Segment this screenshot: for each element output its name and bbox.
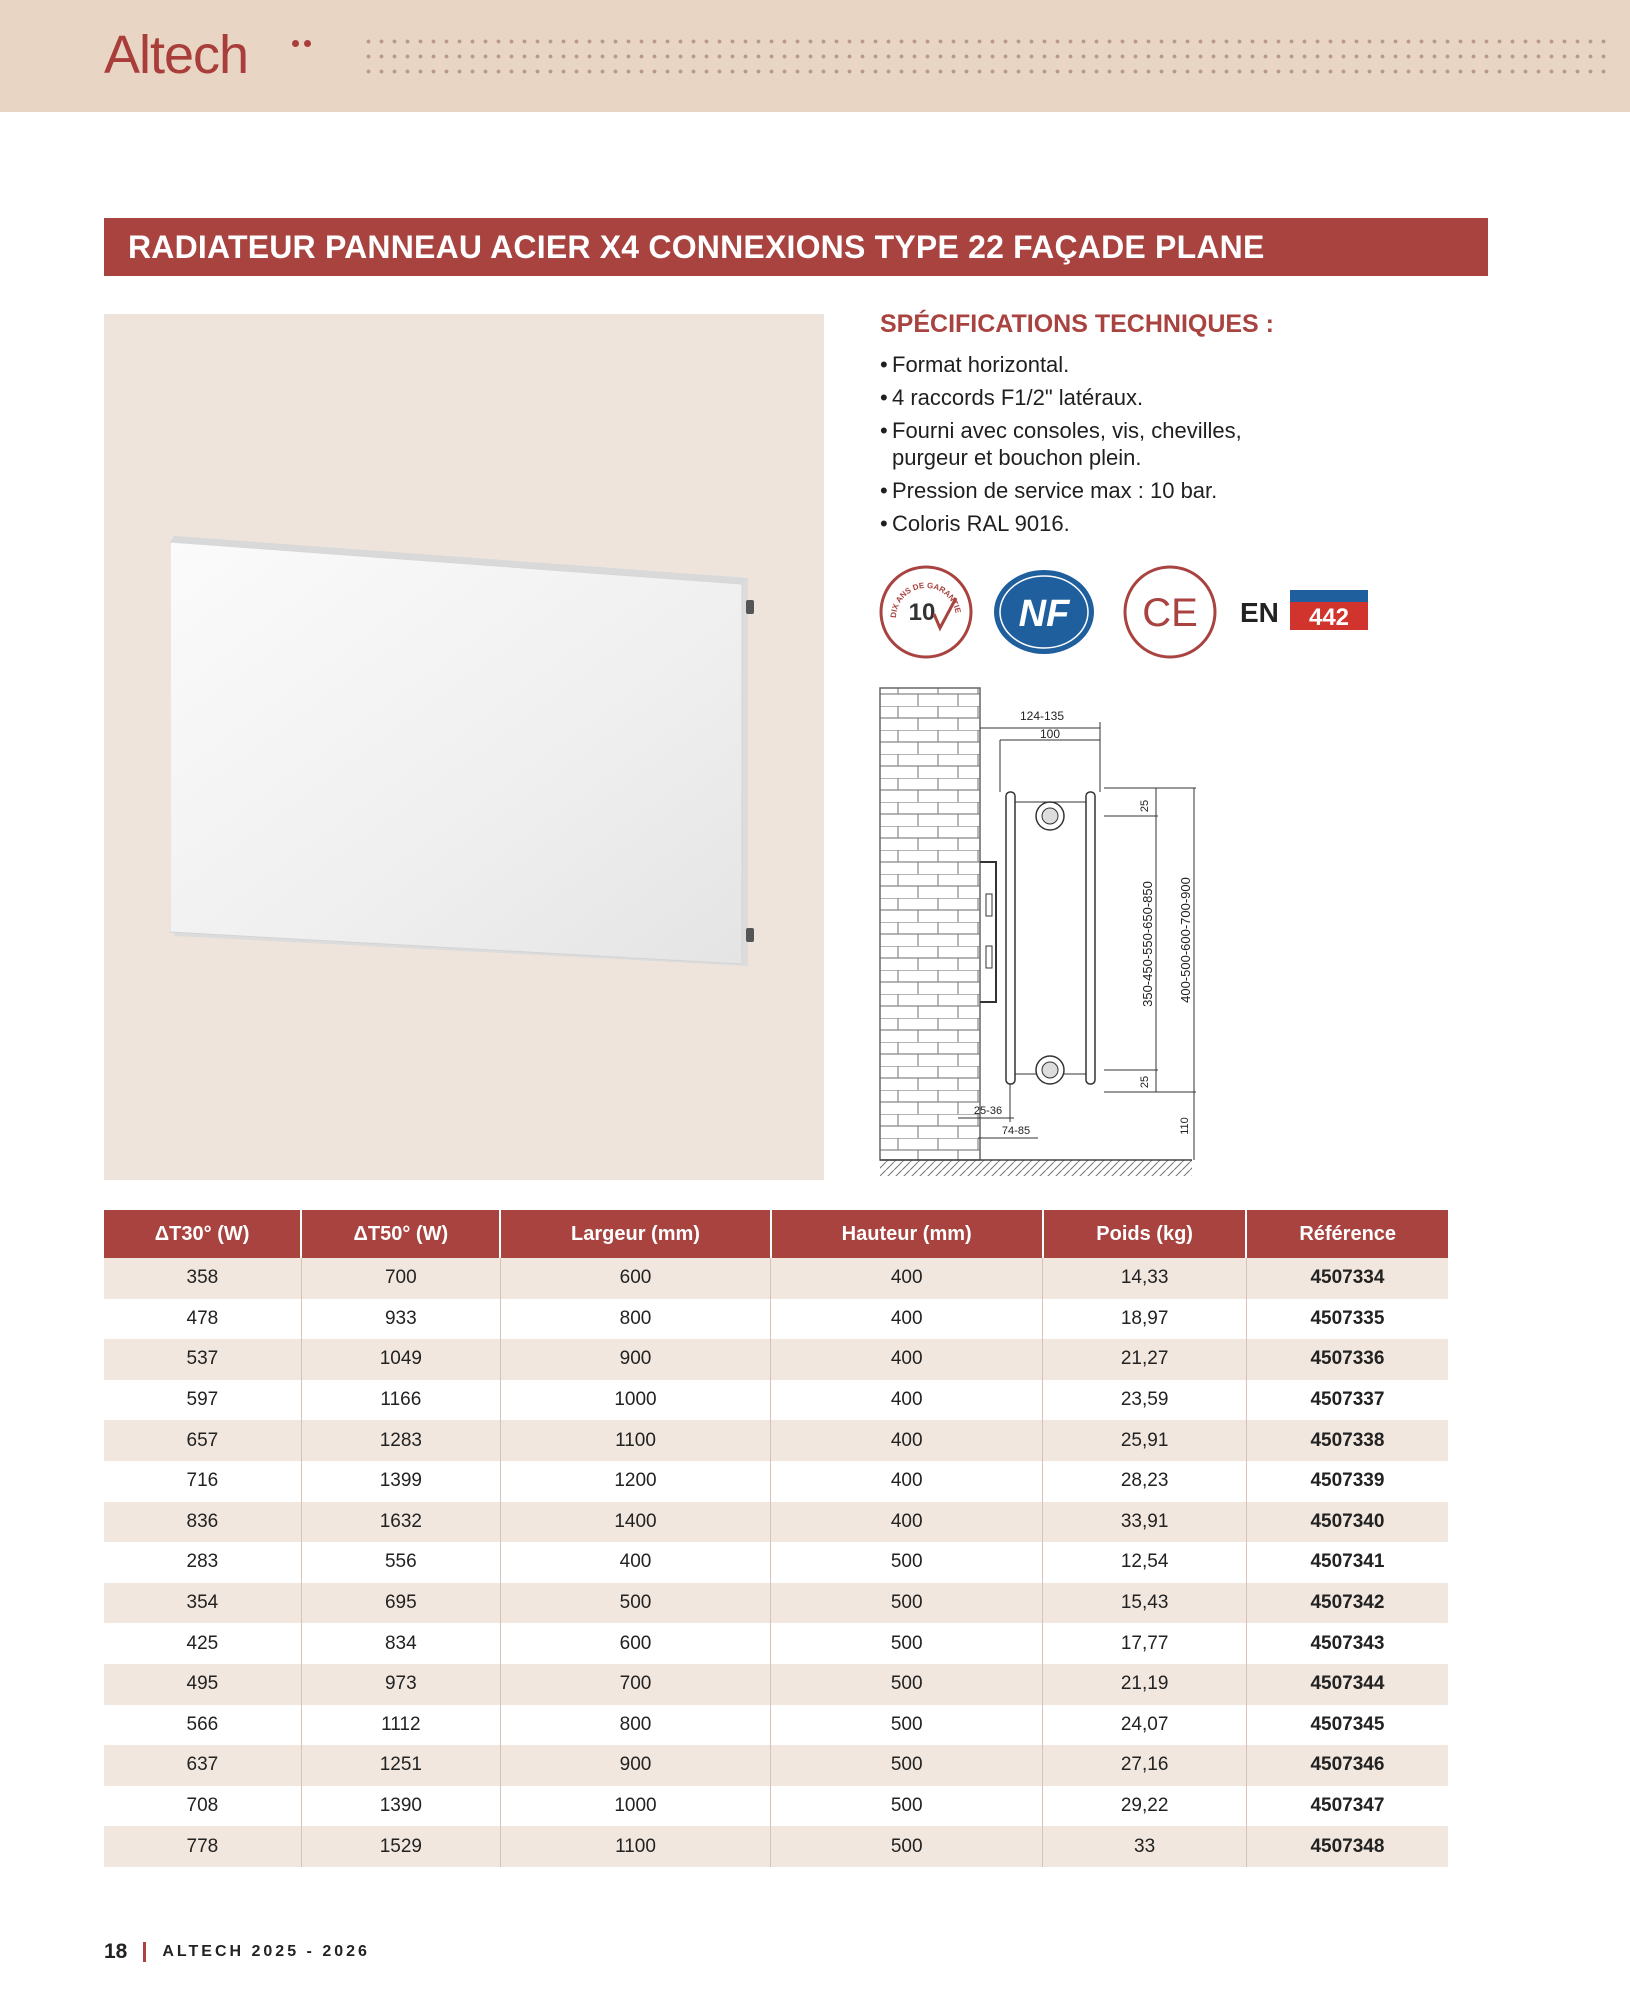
cell-dt50: 1529	[301, 1826, 500, 1867]
header-dt50: ΔT50° (W)	[301, 1210, 500, 1258]
header-width: Largeur (mm)	[500, 1210, 770, 1258]
cell-dt30: 637	[104, 1745, 301, 1786]
cell-weight: 21,19	[1043, 1664, 1247, 1705]
cell-height: 400	[771, 1380, 1043, 1421]
cell-width: 800	[500, 1705, 770, 1746]
nf-certification-icon	[992, 568, 1096, 656]
cell-dt50: 1049	[301, 1339, 500, 1380]
cell-reference: 4507339	[1246, 1461, 1448, 1502]
header-reference: Référence	[1246, 1210, 1448, 1258]
cell-height: 500	[771, 1664, 1043, 1705]
spec-item: • Coloris RAL 9016.	[880, 510, 1440, 537]
cell-reference: 4507341	[1246, 1542, 1448, 1583]
product-photo	[104, 314, 824, 1180]
table-row	[104, 1623, 1448, 1664]
cell-dt50: 1251	[301, 1745, 500, 1786]
ce-marking-icon	[1122, 564, 1218, 660]
cell-weight: 29,22	[1043, 1786, 1247, 1827]
cell-dt30: 495	[104, 1664, 301, 1705]
table-row	[104, 1258, 1448, 1299]
cell-dt50: 1399	[301, 1461, 500, 1502]
cell-dt30: 657	[104, 1420, 301, 1461]
cell-height: 500	[771, 1542, 1043, 1583]
cell-reference: 4507347	[1246, 1786, 1448, 1827]
cell-reference: 4507335	[1246, 1299, 1448, 1340]
warranty-10-years-icon	[878, 564, 974, 660]
cell-weight: 23,59	[1043, 1380, 1247, 1421]
dim-110: 110	[1179, 1117, 1191, 1135]
spec-item: • 4 raccords F1/2" latéraux.	[880, 384, 1440, 411]
cell-reference: 4507343	[1246, 1623, 1448, 1664]
spec-item: • Fourni avec consoles, vis, chevilles, purgeur et bouchon plein.	[880, 417, 1292, 471]
cell-weight: 21,27	[1043, 1339, 1247, 1380]
cell-weight: 24,07	[1043, 1705, 1247, 1746]
cell-width: 900	[500, 1745, 770, 1786]
table-row	[104, 1826, 1448, 1867]
cell-width: 400	[500, 1542, 770, 1583]
cell-width: 900	[500, 1339, 770, 1380]
cell-height: 500	[771, 1786, 1043, 1827]
table-row	[104, 1664, 1448, 1705]
cell-height: 500	[771, 1583, 1043, 1624]
en442-standard-icon	[1240, 586, 1370, 634]
cell-dt50: 1390	[301, 1786, 500, 1827]
cell-reference: 4507344	[1246, 1664, 1448, 1705]
cell-width: 1000	[500, 1786, 770, 1827]
table-body	[104, 1258, 1448, 1867]
page-footer	[104, 1940, 370, 1964]
cell-width: 700	[500, 1664, 770, 1705]
header-weight: Poids (kg)	[1043, 1210, 1247, 1258]
dim-25-top: 25	[1139, 799, 1151, 813]
cell-dt50: 933	[301, 1299, 500, 1340]
header-band	[0, 0, 1630, 112]
ce-label: CE	[1142, 591, 1198, 635]
cell-width: 1100	[500, 1420, 770, 1461]
cell-reference: 4507337	[1246, 1380, 1448, 1421]
cell-dt30: 566	[104, 1705, 301, 1746]
specifications	[880, 310, 1440, 543]
cell-weight: 27,16	[1043, 1745, 1247, 1786]
dim-top: 100	[1039, 727, 1061, 741]
cell-width: 600	[500, 1258, 770, 1299]
cell-dt30: 537	[104, 1339, 301, 1380]
cell-dt30: 283	[104, 1542, 301, 1583]
table-row	[104, 1339, 1448, 1380]
product-table	[104, 1210, 1448, 1867]
cell-width: 800	[500, 1299, 770, 1340]
dim-heights-b: 400-500-600-700-900	[1178, 877, 1193, 1003]
cell-dt30: 836	[104, 1502, 301, 1543]
en-number: 442	[1308, 604, 1350, 631]
cell-dt50: 973	[301, 1664, 500, 1705]
dot-pattern-decoration	[362, 34, 1612, 84]
cell-weight: 14,33	[1043, 1258, 1247, 1299]
cell-dt30: 478	[104, 1299, 301, 1340]
dim-wall: 25-36	[973, 1105, 1003, 1117]
table-row	[104, 1461, 1448, 1502]
dimension-diagram	[878, 682, 1208, 1188]
spec-item: • Pression de service max : 10 bar.	[880, 477, 1440, 504]
cell-dt50: 556	[301, 1542, 500, 1583]
cell-reference: 4507336	[1246, 1339, 1448, 1380]
cell-dt50: 695	[301, 1583, 500, 1624]
dim-top-range: 124-135	[1019, 709, 1065, 723]
cell-height: 500	[771, 1705, 1043, 1746]
table-row	[104, 1502, 1448, 1543]
header-dt30: ΔT30° (W)	[104, 1210, 301, 1258]
cell-weight: 12,54	[1043, 1542, 1247, 1583]
cell-width: 1100	[500, 1826, 770, 1867]
cell-width: 1000	[500, 1380, 770, 1421]
table-row	[104, 1583, 1448, 1624]
dim-heights-a: 350-450-550-650-850	[1140, 881, 1155, 1007]
dim-bracket: 74-85	[1001, 1125, 1031, 1137]
cell-dt50: 700	[301, 1258, 500, 1299]
cell-height: 400	[771, 1339, 1043, 1380]
en-label: EN	[1240, 597, 1279, 628]
table-row	[104, 1786, 1448, 1827]
cell-width: 1400	[500, 1502, 770, 1543]
cell-reference: 4507340	[1246, 1502, 1448, 1543]
cell-reference: 4507338	[1246, 1420, 1448, 1461]
logo-dots-icon	[292, 34, 316, 52]
cell-width: 600	[500, 1623, 770, 1664]
cell-dt50: 1166	[301, 1380, 500, 1421]
cell-dt30: 778	[104, 1826, 301, 1867]
cell-reference: 4507345	[1246, 1705, 1448, 1746]
nf-label: NF	[1018, 593, 1070, 635]
header-height: Hauteur (mm)	[771, 1210, 1043, 1258]
warranty-number: 10	[908, 599, 936, 626]
radiator-image	[170, 536, 770, 976]
dim-25-bottom: 25	[1139, 1075, 1151, 1089]
cell-dt30: 716	[104, 1461, 301, 1502]
page-number: 18	[104, 1940, 128, 1963]
cell-height: 400	[771, 1502, 1043, 1543]
cell-height: 400	[771, 1461, 1043, 1502]
cell-weight: 28,23	[1043, 1461, 1247, 1502]
cell-height: 400	[771, 1258, 1043, 1299]
cell-dt30: 597	[104, 1380, 301, 1421]
cell-dt30: 708	[104, 1786, 301, 1827]
table-row	[104, 1705, 1448, 1746]
cell-dt30: 358	[104, 1258, 301, 1299]
cell-height: 500	[771, 1623, 1043, 1664]
specs-title: SPÉCIFICATIONS TECHNIQUES :	[880, 310, 1275, 338]
cell-reference: 4507334	[1246, 1258, 1448, 1299]
footer-separator	[143, 1942, 146, 1962]
cell-height: 500	[771, 1826, 1043, 1867]
cell-weight: 17,77	[1043, 1623, 1247, 1664]
warranty-text: DIX ANS DE GARANTIE	[888, 580, 963, 619]
spec-item: • Format horizontal.	[880, 351, 1440, 378]
brand-logo: Altech	[104, 25, 249, 85]
cell-width: 500	[500, 1583, 770, 1624]
product-title: RADIATEUR PANNEAU ACIER X4 CONNEXIONS TYPE 22 FAÇADE PLANE	[104, 218, 1488, 276]
cell-weight: 25,91	[1043, 1420, 1247, 1461]
cell-dt50: 1283	[301, 1420, 500, 1461]
cell-height: 500	[771, 1745, 1043, 1786]
cell-reference: 4507342	[1246, 1583, 1448, 1624]
table-row	[104, 1542, 1448, 1583]
table-row	[104, 1380, 1448, 1421]
table-header-row	[104, 1210, 1448, 1258]
cell-weight: 33	[1043, 1826, 1247, 1867]
table-row	[104, 1745, 1448, 1786]
cell-width: 1200	[500, 1461, 770, 1502]
cell-weight: 33,91	[1043, 1502, 1247, 1543]
specs-list	[880, 351, 1440, 537]
cell-height: 400	[771, 1299, 1043, 1340]
cell-dt30: 425	[104, 1623, 301, 1664]
certification-badges	[878, 562, 1398, 662]
table-row	[104, 1420, 1448, 1461]
cell-dt30: 354	[104, 1583, 301, 1624]
cell-dt50: 1112	[301, 1705, 500, 1746]
table-row	[104, 1299, 1448, 1340]
catalog-label: ALTECH 2025 - 2026	[162, 1943, 370, 1960]
cell-reference: 4507348	[1246, 1826, 1448, 1867]
cell-height: 400	[771, 1420, 1043, 1461]
cell-weight: 18,97	[1043, 1299, 1247, 1340]
cell-dt50: 834	[301, 1623, 500, 1664]
cell-weight: 15,43	[1043, 1583, 1247, 1624]
cell-reference: 4507346	[1246, 1745, 1448, 1786]
cell-dt50: 1632	[301, 1502, 500, 1543]
